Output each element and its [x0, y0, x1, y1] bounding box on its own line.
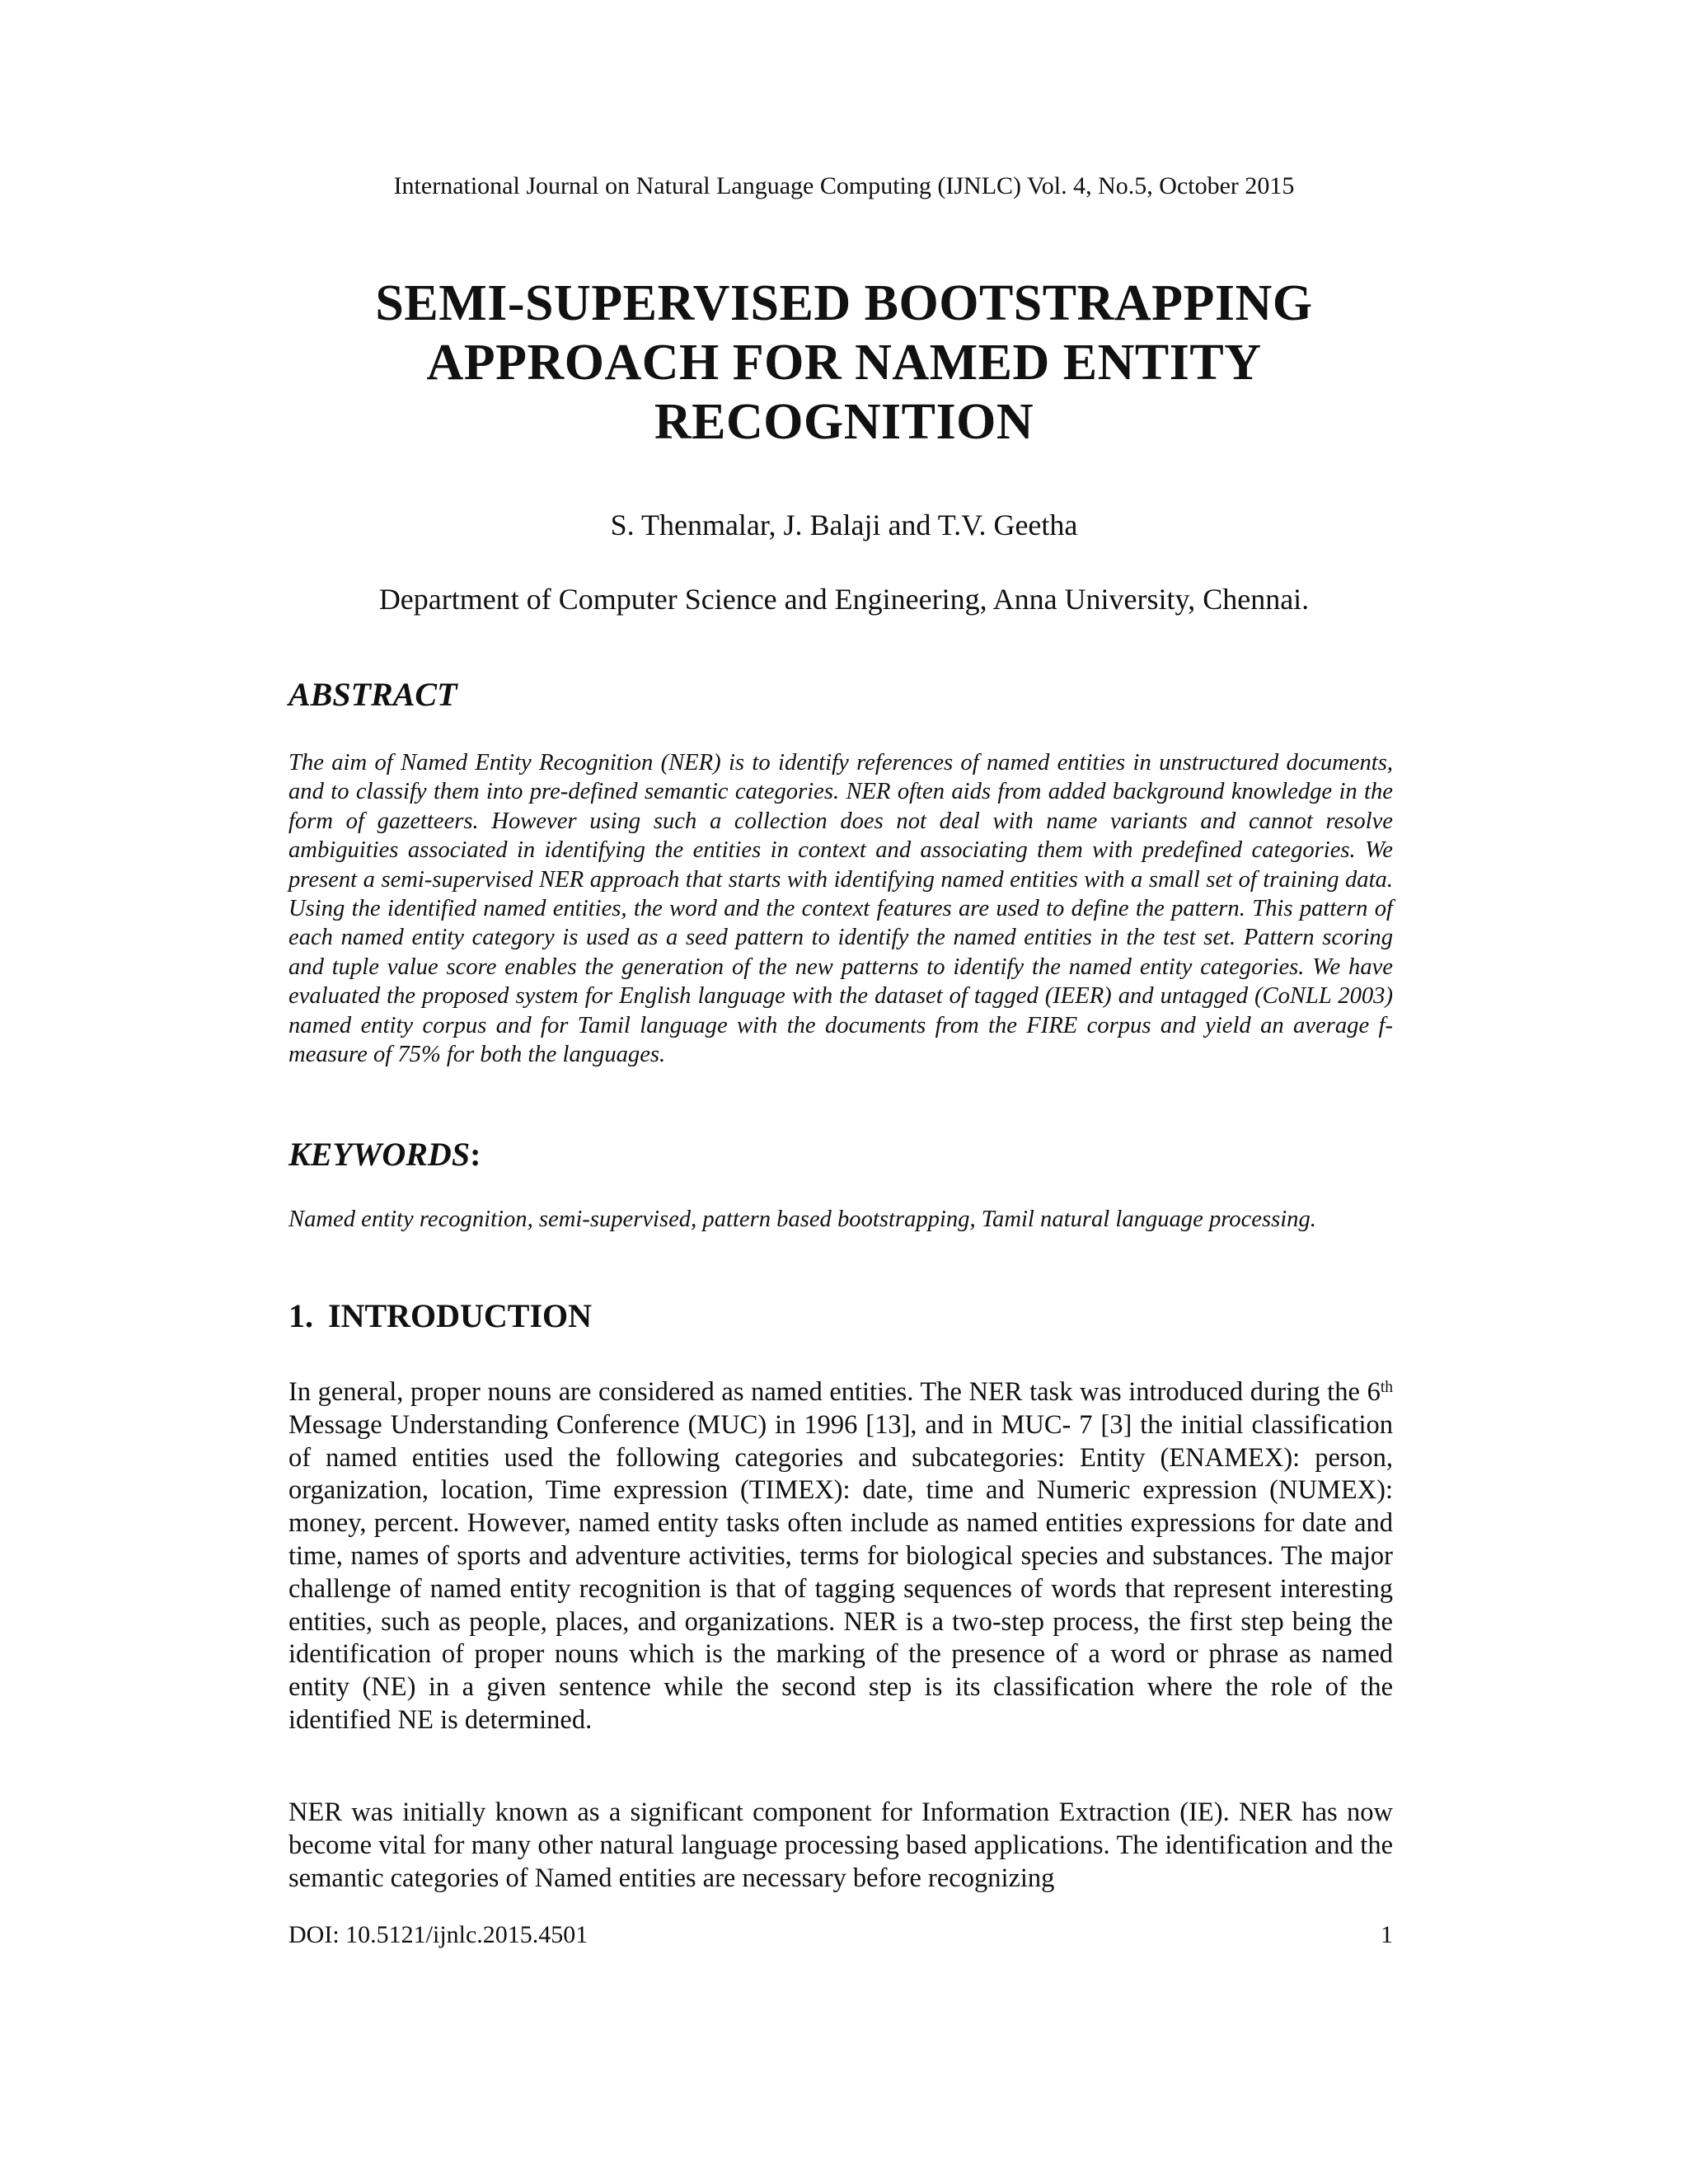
- section-heading-introduction: [288, 1296, 1393, 1337]
- section-title: INTRODUCTION: [328, 1297, 593, 1334]
- section-number: 1.: [288, 1297, 313, 1334]
- footer-doi: DOI: 10.5121/ijnlc.2015.4501: [288, 1921, 588, 1948]
- paragraph-text-part: In general, proper nouns are considered as named entities. The NER task was introduced during the 6: [288, 1377, 1381, 1407]
- abstract-heading: ABSTRACT: [288, 676, 457, 713]
- author-list: S. Thenmalar, J. Balaji and T.V. Geetha: [610, 509, 1078, 541]
- keywords-text: Named entity recognition, semi-supervised, pattern based bootstrapping, Tamil natural language processing.: [288, 1207, 1316, 1232]
- running-header: International Journal on Natural Language Computing (IJNLC) Vol. 4, No.5, October 2015: [393, 172, 1295, 199]
- keywords-heading-colon: :: [470, 1136, 481, 1173]
- keywords-heading: [288, 1134, 1393, 1175]
- paragraph-text-part: Message Understanding Conference (MUC) in 1996 [13], and in MUC- 7 [3] the initial classification of named entities used the following categories and subcategories: Entity (ENAMEX): person, organization, location, Time expression (TIMEX): date, time and Numeric expression (NUMEX): money, percent. However, named entity tasks often include as named entities expressions for date and time, names of sports and adventure activities, terms for biological species and substances. The major challenge of named entity recognition is that of tagging sequences of words that represent interesting entities, such as people, places, and organizations. NER is a two-step process, the first step being the identification of proper nouns which is the marking of the presence of a word or phrase as named entity (NE) in a given sentence while the second step is its classification where the role of the identified NE is determined.: [288, 1409, 1393, 1735]
- paper-title: SEMI-SUPERVISED BOOTSTRAPPING APPROACH FOR NAMED ENTITY RECOGNITION: [375, 275, 1313, 450]
- page-number: 1: [1381, 1921, 1393, 1948]
- keywords-heading-label: KEYWORDS: [288, 1136, 471, 1173]
- affiliation: Department of Computer Science and Engineering, Anna University, Chennai.: [378, 583, 1310, 616]
- abstract-text: The aim of Named Entity Recognition (NER) is to identify references of named entities in unstructured documents, and to classify them into pre-defined semantic categories. NER often aids from added background knowledge in the form of gazetteers. However using such a collection does not deal with name variants and cannot resolve ambiguities associated in identifying the entities in context and associating them with predefined categories. We present a semi-supervised NER approach that starts with identifying named entities with a small set of training data. Using the identified named entities, the word and the context features are used to define the pattern. This pattern of each named entity category is used as a seed pattern to identify the named entities in the test set. Pattern scoring and tuple value score enables the generation of the new patterns to identify the named entity categories. We have evaluated the proposed system for English language with the dataset of tagged (IEER) and untagged (CoNLL 2003) named entity corpus and for Tamil language with the documents from the FIRE corpus and yield an average f-measure of 75% for both the languages.: [288, 750, 1393, 1068]
- body-paragraph: [288, 1376, 1393, 1737]
- ordinal-superscript: th: [1380, 1379, 1393, 1397]
- body-paragraph: NER was initially known as a significant component for Information Extraction (IE). NER has now become vital for many other natural language processing based applications. The identification and the semantic categories of Named entities are necessary before recognizing: [288, 1797, 1393, 1893]
